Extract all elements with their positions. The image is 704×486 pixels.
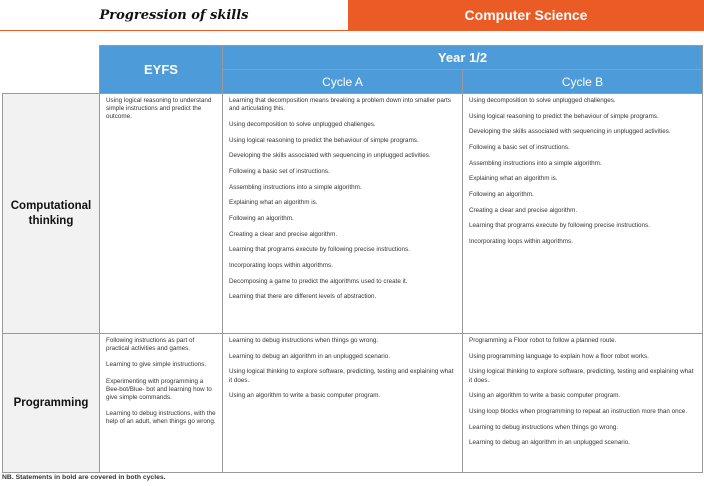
header-cycle-b: Cycle B (463, 70, 703, 94)
cycle-a-cell (223, 334, 463, 473)
statement: Using logical thinking to explore software, predicting, testing and explaining what it does. (469, 368, 694, 384)
statement: Using logical reasoning to predict the behaviour of simple programs. (469, 112, 659, 120)
statement: Learning that programs execute by following precise instructions. (229, 246, 410, 254)
header-year: Year 1/2 (223, 46, 703, 70)
header-cycle-a: Cycle A (223, 70, 463, 94)
statement: Using decomposition to solve unplugged challenges. (469, 97, 616, 104)
cycle-a-cell (223, 94, 463, 334)
statement: Learning that there are different levels of abstraction. (229, 293, 377, 301)
statement: Explaining what an algorithm is. (229, 199, 318, 207)
statement: Developing the skills associated with sequencing in unplugged activities. (469, 128, 671, 136)
statement: Learning that programs execute by following precise instructions. (469, 222, 650, 230)
statement: Assembling instructions into a simple algorithm. (469, 159, 602, 167)
statement: Learning to debug instructions, with the help of an adult, when things go wrong. (106, 410, 216, 426)
statement: Decomposing a game to predict the algorithms used to create it. (229, 277, 408, 285)
statement: Following a basic set of instructions. (469, 144, 570, 152)
row-programming (3, 334, 703, 473)
statement: Developing the skills associated with sequencing in unplugged activities. (229, 152, 431, 160)
statement: Following an algorithm. (469, 191, 534, 199)
statement: Assembling instructions into a simple algorithm. (229, 183, 362, 191)
header-left (0, 0, 348, 30)
statement: Learning to give simple instructions. (106, 361, 207, 369)
statement: Incorporating loops within algorithms. (229, 261, 333, 269)
subject-title: Computer Science (464, 7, 588, 23)
statement: Following a basic set of instructions. (229, 167, 330, 175)
cycle-b-cell (463, 334, 703, 473)
header-divider (0, 30, 704, 31)
statement: Using programming language to explain how a floor robot works. (469, 352, 649, 360)
statement: Incorporating loops within algorithms. (469, 238, 573, 246)
statement: Experimenting with programming a Bee-bot/Blue- bot and learning how to give simple commands. (106, 377, 212, 401)
header-eyfs: EYFS (100, 46, 223, 94)
statement: Creating a clear and precise algorithm. (469, 206, 578, 214)
footnote: NB. Statements in bold are covered in both cycles. (2, 474, 166, 481)
eyfs-cell (100, 94, 223, 334)
cycle-b-cell (463, 94, 703, 334)
statement: Learning to debug an algorithm in an unplugged scenario. (469, 439, 631, 447)
corner-blank (3, 46, 100, 94)
statement: Following instructions as part of practical activities and games. (106, 337, 195, 353)
eyfs-cell (100, 334, 223, 473)
statement: Following an algorithm. (229, 214, 294, 222)
statement: Using logical reasoning to understand simple instructions and predict the outcome. (106, 97, 212, 121)
row-label: Computational thinking (3, 94, 100, 334)
statement: Programming a Floor robot to follow a planned route. (469, 337, 617, 344)
statement: Using decomposition to solve unplugged challenges. (229, 120, 376, 128)
progression-title: Progression of skills (99, 7, 249, 23)
statement: Using logical thinking to explore software, predicting, testing and explaining what it does. (229, 368, 454, 384)
skills-table (2, 45, 703, 473)
row-label: Programming (3, 334, 100, 473)
statement: Explaining what an algorithm is. (469, 175, 558, 183)
statement: Using an algorithm to write a basic computer program. (469, 392, 621, 400)
header-banner (0, 0, 704, 30)
row-computational-thinking (3, 94, 703, 334)
statement: Learning to debug an algorithm in an unplugged scenario. (229, 352, 391, 360)
statement: Using logical reasoning to predict the behaviour of simple programs. (229, 136, 419, 144)
header-right (348, 0, 704, 30)
statement: Learning to debug instructions when things go wrong. (229, 337, 379, 344)
statement: Creating a clear and precise algorithm. (229, 230, 338, 238)
statement: Using loop blocks when programming to repeat an instruction more than once. (469, 407, 688, 415)
statement: Using an algorithm to write a basic computer program. (229, 392, 381, 400)
statement: Learning to debug instructions when things go wrong. (469, 423, 619, 431)
statement: Learning that decomposition means breaking a problem down into smaller parts and articulating this. (229, 97, 451, 113)
